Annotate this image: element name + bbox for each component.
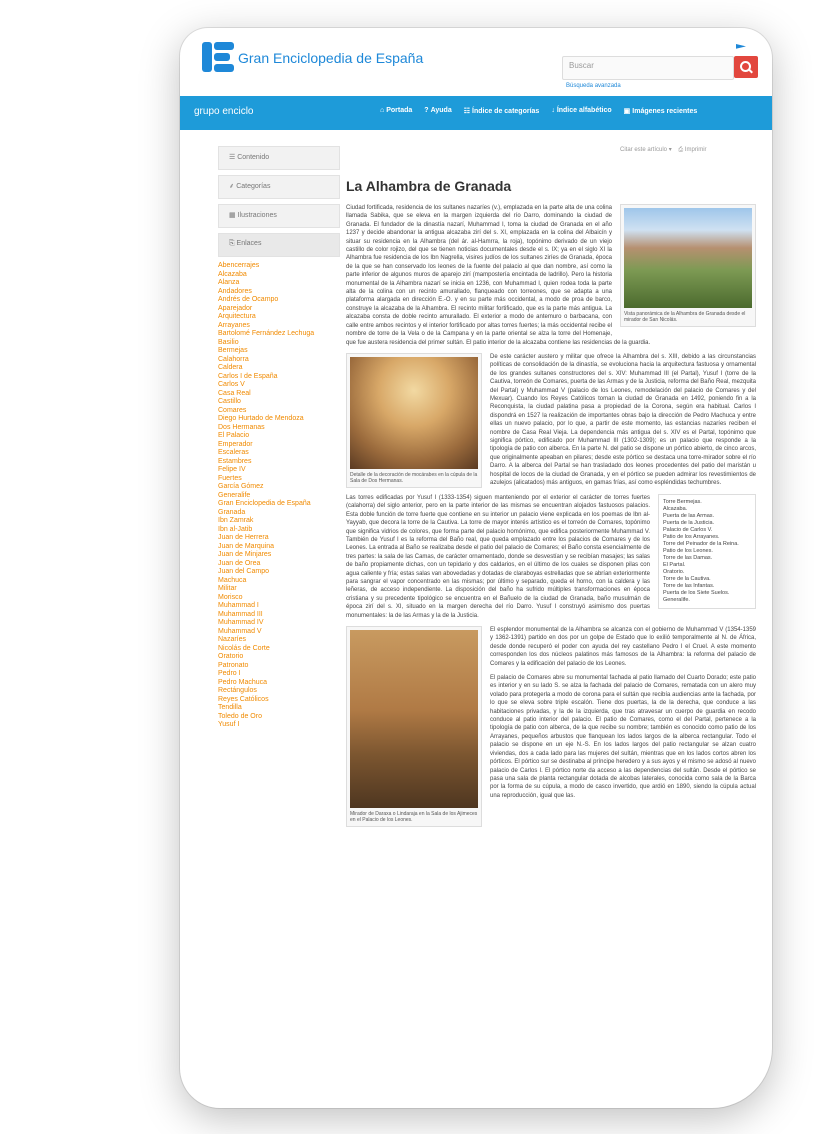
alphabet-icon: ↓ (551, 107, 555, 114)
advanced-search-link[interactable]: Búsqueda avanzada (566, 83, 621, 89)
sidebar-button-1[interactable] (218, 175, 340, 199)
article (346, 178, 756, 833)
towers-box-item[interactable]: Palacio de Carlos V. (663, 526, 713, 533)
sidebar-link[interactable]: Aparejador (218, 304, 253, 312)
sidebar-link[interactable]: Toledo de Oro (218, 712, 262, 720)
search-input[interactable] (562, 56, 734, 80)
flag-icon (736, 44, 746, 52)
nav-item-label: Índice alfabético (556, 107, 612, 114)
towers-box-item[interactable]: Torre de las Damas. (663, 554, 713, 561)
towers-box-item[interactable]: Oratorio. (663, 568, 685, 575)
towers-box-item[interactable]: Alcazaba. (663, 505, 688, 512)
sidebar-link[interactable]: Bartolomé Fernández Lechuga (218, 330, 315, 337)
sidebar-link[interactable]: Castillo (218, 398, 241, 405)
sidebar-link[interactable]: Carlos V (218, 381, 245, 388)
sidebar-link[interactable]: Nicolás de Corte (218, 644, 270, 652)
sidebar-link[interactable]: Dos Hermanas (218, 423, 265, 431)
sidebar-link[interactable]: Rectángulos (218, 687, 257, 694)
nav-item-2[interactable] (464, 107, 540, 115)
sidebar-button-icon: ⸙ (229, 183, 237, 190)
nav-item-label: Portada (386, 107, 413, 114)
main-navbar (180, 96, 772, 130)
towers-box-item[interactable]: Puerta de la Justicia. (663, 519, 715, 526)
sidebar-link[interactable]: Gran Enciclopedia de España (218, 500, 311, 507)
daraxa-image[interactable] (350, 630, 478, 808)
search-button[interactable] (734, 56, 758, 78)
sidebar-link[interactable]: Machuca (218, 576, 247, 584)
sidebar-link[interactable]: Carlos I de España (218, 372, 278, 380)
sidebar-link[interactable]: Pedro Machuca (218, 678, 268, 686)
figure-muqarnas[interactable] (346, 353, 482, 488)
figure-caption: Detalle de la decoración de mocárabes en la cúpula de la Sala de Dos Hermanas. (350, 471, 478, 484)
sidebar-button-label: Ilustraciones (237, 212, 277, 219)
sidebar-link[interactable]: Bermejas (218, 347, 248, 354)
sidebar-link[interactable]: Felipe IV (218, 466, 246, 473)
towers-box-item[interactable]: Patio de los Arrayanes. (663, 533, 720, 540)
towers-box-item[interactable]: Torre Bermejas. (663, 498, 702, 505)
sidebar-links (218, 262, 340, 730)
towers-box (658, 494, 756, 609)
top-bar (180, 28, 772, 96)
towers-box-item[interactable]: Generalife. (663, 596, 690, 603)
sidebar-link[interactable]: Basilio (218, 338, 239, 346)
sidebar-link[interactable]: Casa Real (218, 389, 251, 397)
sidebar-button-icon: ☰ (229, 154, 238, 161)
cite-link[interactable]: Citar este artículo (620, 147, 668, 153)
figure-panorama[interactable] (620, 204, 756, 327)
towers-box-item[interactable]: Torre de la Cautiva. (663, 575, 711, 582)
sidebar-button-label: Enlaces (236, 240, 262, 247)
sidebar-link[interactable]: Alcazaba (218, 270, 247, 278)
search-placeholder: Buscar (569, 61, 594, 70)
help-icon: ? (424, 107, 429, 114)
sidebar-link[interactable]: Calahorra (218, 355, 249, 363)
sidebar-link[interactable]: Diego Hurtado de Mendoza (218, 415, 304, 422)
sidebar-link[interactable]: Caldera (218, 364, 243, 371)
article-paragraph: De este carácter austero y militar que ofrece la Alhambra del s. XIII, debido a las circunstancias políticas de consolidación de la dinastía, se evoluciona hacia la arquitectura fastuosa y ornamental de los grandes sultanes constructores del s. XIV: Muhammad III (el Partal), Yusuf I (torre de la Cautiva, torreón de Comares, puerta de las Armas y de la Justicia, reforma del Baño Real, mezquita del Partal) y Muhammad V (palacio de los Leones, remodelación del palacio de Comares y del Mexuar). Cuando los Reyes Católicos toman la ciudad de Granada en 1492, poniendo fin a la Reconquista, la ciudad palatina pasa a propiedad de la Corona, según era habitual. Carlos I dispondrá en 1527 la realización de importantes obras bajo la dirección de Pedro Machuca y entre ellas un nuevo palacio, por lo que, a partir de este momento, las estancias nazaríes reciben el nombre de Casa Real Vieja. La dependencia más antigua del s. XIV es el Partal, topónimo que significa pórtico, edificado por Muhammad III (1302-1309); es un palacio que responde a la tipología de patio con alberca. En la parte N. del patio se dispone un pórtico abierto, de cinco arcos, que originalmente apeaban en pilares; desde este pórtico se destaca una torre-mirador sobre el río Darro. A la alberca del Partal se han trasladado dos leones procedentes del patio del maristán u hospital de locos de la ciudad de Granada, y en el pórtico se pueden admirar los revestimientos de azulejos (alicatados) más antiguos, en gamas frías, así como espléndidas techumbres. (490, 353, 756, 486)
figure-caption: Mirador de Daraxa o Lindaraja en la Sala de los Ajimeces en el Palacio de los Leones. (350, 811, 478, 823)
sidebar-link[interactable]: Arrayanes (218, 321, 250, 329)
article-paragraph: Ciudad fortificada, residencia de los sultanes nazaríes (v.), emplazada en la parte alta de una colina llamada Sabika, que se eleva en la margen izquierda del río Darro, dominando la ciudad de Granada. El fundador de la dinastía nazarí, Muhammad I, toma la ciudad de Granada en el año 1237 y decide abandonar la antigua alcazaba zirí del s. XI, emplazada en la colina del Albaicín y situar su residencia en la Alhambra (del ár. al-Hamrra, la roja), topónimo derivado de un viejo castillo de color rojizo, del que se tienen noticias documentales desde el s. IX; ya en el siglo XI la Alhambra fue residencia de los Ibn Nagrella, visires judíos de los sultanes ziríes de Granada, época de la que se han conservado los leones de la fuente del palacio al que dan nombre, así como la parte inferior de algunos muros de aparejo zirí (mampostería encintada de ladrillo). Pero la historia monumental de la Alhambra nazarí se inicia en 1236, con Muhammad I, quien rodea toda la parte alta de la colina con un recinto amurallado, flanqueado con torreones, que se adapta a una plataforma alargada en dirección E.-O. y en su parte más occidental, a modo de proa de barco, construye la alcazaba de la Alhambra. El recinto militar fortificado, que es la parte más antigua. La alcazaba consta de doble recinto amurallado. El exterior a modo de antemuro o barbacana, con calle entre ambos recintos y el interior fortificado por altas torres fuertes; la más occidental recibe el nombre de torre de la Vela o de la Campana y en la parte oriental se alza la torre del Homenaje, que fue austera residencia del primer sultán. El patio interior de la alcazaba contiene las residencias de la guardia. (346, 205, 651, 346)
sidebar-link[interactable]: Arquitectura (218, 313, 256, 320)
sidebar-button-label: Contenido (237, 154, 270, 161)
nav-item-1[interactable] (424, 107, 451, 115)
muqarnas-image[interactable] (350, 357, 478, 469)
nav-item-0[interactable] (380, 107, 412, 115)
sidebar-link[interactable]: Fuertes (218, 474, 242, 482)
sidebar-link[interactable]: Escaleras (218, 449, 249, 456)
sidebar-link[interactable]: Juan de Orea (218, 559, 261, 567)
sidebar-link[interactable]: Juan de Marquina (218, 542, 275, 550)
article-tools: Citar este artículo ▾ ⎙ Imprimir (620, 147, 707, 153)
sidebar-button-2[interactable] (218, 204, 340, 228)
brand-title[interactable]: Gran Enciclopedia de España (238, 50, 424, 66)
print-link[interactable]: Imprimir (684, 147, 707, 153)
sidebar-button-icon: ▦ (229, 212, 238, 219)
image-icon: ▣ (623, 108, 631, 115)
towers-box-item[interactable]: El Partal. (663, 561, 686, 568)
sidebar-link[interactable]: El Palacio (218, 432, 250, 439)
article-paragraph: El palacio de Comares abre su monumental fachada al patio llamado del Cuarto Dorado; este patio es interior y en su lado S. se alza la fachada del palacio de Comares, rematada con un alero muy volado para protegerla a modo de corona para el sultán que recibía audiencias ante la fachada, por lo que se eleva sobre triple escalón. Tiene dos puertas, la de la derecha, que conduce a las habitaciones privadas, y la de la izquierda, que tras atravesar un cuerpo de guardia en recodo conduce al patio interior del palacio. El patio de Comares, como el del Partal, pertenece a la tipología de patio con alberca, de la que recibe su nombre; también es conocido como patio de los Arrayanes, pequeños arbustos que flanquean los lados largos de la alberca rectangular. Todo el palacio se dispone en un eje N.-S. En los lados largos del patio rectangular se alzan cuatro viviendas, dos a cada lado para las mujeres del sultán, mientras que en los lados cortos abren los pórticos. El pórtico sur se destinaba al príncipe heredero y a sus ayos y el mismo se adosó al nuevo palacio de Carlos I. El pórtico norte da acceso a las dependencias del sultán. Desde el pórtico se pasa una sala de planta rectangular dotada de alcobas laterales, conocida como sala de la Barca por la forma de su cúpula, a modo de casco invertido, que ardió en 1890, siendo la cúpula actual una reproducción, igual que las. (490, 675, 756, 799)
sidebar-link[interactable]: Andrés de Ocampo (218, 296, 279, 303)
nav-item-label: Ayuda (430, 107, 452, 114)
nav-item-3[interactable] (551, 107, 611, 115)
sidebar-link[interactable]: Granada (218, 508, 246, 516)
sidebar-button-0[interactable] (218, 146, 340, 170)
sidebar-button-3[interactable] (218, 233, 340, 257)
sidebar-link[interactable]: Estambres (218, 457, 252, 465)
sidebar-button-icon: ⎘ (229, 240, 237, 247)
sidebar-link[interactable]: García Gómez (218, 483, 264, 490)
towers-box-item[interactable]: Puerta de los Siete Suelos. (663, 589, 730, 596)
article-paragraph: Las torres edificadas por Yusuf I (1333-1354) siguen manteniendo por el exterior el carácter de torres fuertes (calahorra) del siglo anterior, pero en la parte interior de las mismas se encuentran alojados fastuosos palacios. Esta doble función de torre fuerte que contiene en su interior un palacio viene explicada en los poemas de Ibn al-Yayyab, que decora la torre de la Cautiva. La torre de mayor interés artístico es el torreón de Comares, topónimo que significa vidrios de colores, que forma parte del palacio homónimo, que edifica posteriormente Muhammad V. También de Yusuf I es la reforma del Baño real, que queda emplazado entre los palacios de Comares y de los Leones. La entrada al Baño se realizaba desde el patio del palacio de Comares; el Baño consta esencialmente de tres partes: la sala de las Camas, de carácter ornamentado, donde se desvestían y se recibían masajes; las salas de baño propiamente dichas, con un tepidario y dos caldarios, en el último de los cuales se disponen pilas con agua caliente y fría; estas salas van abovedadas y dotadas de claraboyas estrelladas que se abrían exteriormente para sangrar el vapor concentrado en las mismas; por último y separado, queda el horno, con la caldera y las leñeras, de acceso independiente. La disposición del baño ha sufrido múltiples transformaciones en época cristiana y su precedente tipológico se encuentra en el Bañuelo de la ciudad de Granada, baño musulmán de época zirí del s. XI, situado en la margen derecha del río Darro. Yusuf I construyó asimismo dos puertas monumentales: la de las Armas y la de la Justicia. (346, 494, 650, 619)
sidebar-link[interactable]: Generalife (218, 491, 251, 499)
nav-items (380, 107, 697, 115)
sidebar-link[interactable]: Muhammad I (218, 602, 259, 609)
sidebar-link[interactable]: Militar (218, 585, 237, 592)
towers-box-item[interactable]: Patio de los Leones. (663, 547, 713, 554)
sidebar-link[interactable]: Comares (218, 406, 247, 414)
sidebar-link[interactable]: Juan del Campo (218, 568, 269, 575)
sidebar-link[interactable]: Ibn al-Jatib (218, 525, 253, 533)
sidebar-link[interactable]: Muhammad V (218, 627, 262, 635)
logo-icon[interactable] (202, 42, 234, 72)
sidebar-link[interactable]: Pedro I (218, 670, 241, 677)
figure-daraxa[interactable] (346, 626, 482, 827)
encyclopedia-page (180, 28, 772, 1108)
sidebar-link[interactable]: Nazaríes (218, 636, 247, 643)
nav-item-label: Imágenes recientes (632, 108, 698, 115)
sidebar-link[interactable]: Ibn Zamrak (218, 517, 254, 524)
nav-item-4[interactable] (624, 107, 698, 115)
towers-box-item[interactable]: Puerta de las Armas. (663, 512, 715, 519)
sidebar-link[interactable]: Muhammad III (218, 610, 263, 618)
figure-caption: Vista panorámica de la Alhambra de Granada desde el mirador de San Nicolás. (624, 311, 746, 323)
sidebar-link[interactable]: Emperador (218, 440, 253, 448)
sidebar-link[interactable]: Patronato (218, 661, 249, 669)
sidebar (218, 146, 340, 730)
sidebar-link[interactable]: Abencerrajes (218, 262, 260, 269)
print-icon: ⎙ (678, 147, 684, 153)
sidebar-link[interactable]: Tendilla (218, 704, 242, 711)
nav-item-label: Índice de categorías (472, 108, 540, 115)
home-icon: ⌂ (380, 107, 385, 114)
panorama-image[interactable] (624, 208, 752, 308)
article-paragraph: El esplendor monumental de la Alhambra se alcanza con el gobierno de Muhammad V (1354-1359 y 1362-1391) partido en dos por un golpe de Estado que lo exilió temporalmente al N. de África, desde donde recuperó el poder con ayuda del rey castellano Pedro I el Cruel. A este momento corresponden los dos núcleos palatinos más famosos de la Alhambra: la reforma del palacio de Comares y la edificación del palacio de los Leones. (490, 627, 756, 667)
sidebar-button-label: Categorías (236, 183, 271, 190)
sidebar-link[interactable]: Juan de Minjares (218, 551, 272, 558)
sidebar-link[interactable]: Andadores (218, 287, 252, 295)
sidebar-link[interactable]: Yusuf I (218, 721, 240, 728)
towers-box-item[interactable]: Torre del Peinador de la Reina. (663, 540, 739, 547)
sidebar-link[interactable]: Alanza (218, 279, 240, 286)
article-title: La Alhambra de Granada (346, 178, 512, 194)
group-label[interactable]: grupo enciclo (194, 106, 254, 117)
sidebar-link[interactable]: Morisco (218, 593, 243, 601)
sidebar-link[interactable]: Oratorio (218, 653, 244, 660)
towers-box-item[interactable]: Torre de las Infantas. (663, 582, 715, 589)
sidebar-link[interactable]: Muhammad IV (218, 619, 264, 626)
categories-icon: ☷ (463, 108, 470, 115)
sidebar-link[interactable]: Juan de Herrera (218, 534, 269, 541)
sidebar-link[interactable]: Reyes Católicos (218, 695, 269, 703)
